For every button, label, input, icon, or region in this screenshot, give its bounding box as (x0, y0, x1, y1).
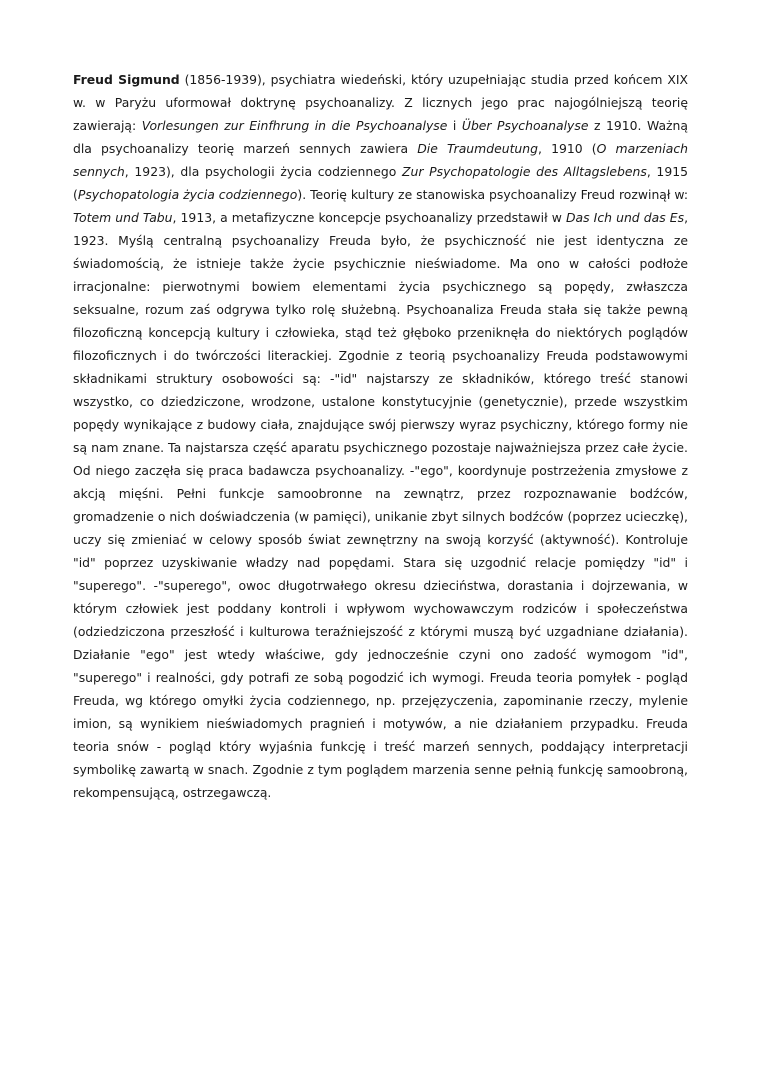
text-segment: , 1913, a metafizyczne koncepcje psychoanalizy przedstawił w (172, 210, 566, 225)
text-segment: z 1910. Ważną dla psychoanalizy teorię marzeń sennych zawiera (73, 118, 688, 156)
book-title: Die Traumdeutung (417, 141, 539, 156)
text-segment: , 1910 ( (538, 141, 597, 156)
text-segment: ). Teorię kultury ze stanowiska psychoanalizy Freud rozwinął w: (297, 187, 689, 202)
article-paragraph (73, 68, 688, 804)
book-title: Totem und Tabu (73, 210, 173, 225)
text-segment: , 1923. Myślą centralną psychoanalizy Freuda było, że psychiczność nie jest identyczna ze świadomością, że istnieje także życie psychicznie nieświadome. Ma ono w całości podłoże irracjonalne: pierwotnymi bowiem elementami życia psychicznego są popędy, zwłaszcza seksualne, rozum zaś odgrywa tylko rolę służebną. Psychoanaliza Freuda stała się także pewną filozoficzną koncepcją kultury i człowieka, stąd też głęboko przeniknęła do niektórych poglądów filozoficznych i do twórczości literackiej. Zgodnie z teorią psychoanalizy Freuda podstawowymi składnikami struktury osobowości są: -"id" najstarszy ze składników, którego treść stanowi wszystko, co dziedziczone, wrodzone, ustalone konstytucyjnie (genetycznie), przede wszystkim popędy wynikające z budowy ciała, znajdujące swój pierwszy wyraz psychiczny, którego formy nie są nam znane. Ta najstarsza część aparatu psychicznego pozostaje najważniejsza przez całe życie. Od niego zaczęła się praca badawcza psychoanalizy. -"ego", koordynuje postrzeżenia zmysłowe z akcją mięśni. Pełni funkcje samoobronne na zewnątrz, przez rozpoznawanie bodźców, gromadzenie o nich doświadczenia (w pamięci), unikanie zbyt silnych bodźców (poprzez ucieczkę), uczy się zmieniać w celowy sposób świat zewnętrzny na swoją korzyść (aktywność). Kontroluje "id" poprzez uzyskiwanie władzy nad popędami. Stara się uzgodnić relacje pomiędzy "id" i "superego". -"superego", owoc długotrwałego okresu dzieciństwa, dorastania i dojrzewania, w którym człowiek jest poddany kontroli i wpływom wychowawczym rodziców i społeczeństwa (odziedziczona przeszłość i kulturowa teraźniejszość z którymi muszą być uzgadniane działania). Działanie "ego" jest wtedy właściwe, gdy jednocześnie czyni ono zadość wymogom "id", "superego" i realności, gdy potrafi ze sobą pogodzić ich wymogi. Freuda teoria pomyłek - pogląd Freuda, wg którego omyłki życia codziennego, np. przejęzyczenia, zapominanie rzeczy, mylenie imion, są wynikiem nieświadomych pragnień i motywów, a nie działaniem przypadku. Freuda teoria snów - pogląd który wyjaśnia funkcję i treść marzeń sennych, poddający interpretacji symbolikę zawartą w snach. Zgodnie z tym poglądem marzenia senne pełnią funkcję samoobroną, rekompensującą, ostrzegawczą. (73, 210, 689, 800)
book-title: Psychopatologia życia codziennego (77, 187, 298, 202)
text-segment: , 1915 ( (73, 164, 688, 202)
text-segment: (1856-1939), psychiatra wiedeński, który uzupełniając studia przed końcem XIX w. w Paryżu uformował doktrynę psychoanalizy. Z licznych jego prac najogólniejszą teorię zawierają: (73, 72, 688, 133)
author-name: Freud Sigmund (73, 72, 180, 87)
book-title: O marzeniach sennych (73, 141, 688, 179)
text-segment: , 1923), dla psychologii życia codziennego (124, 164, 403, 179)
text-segment: i (447, 118, 462, 133)
book-title: Vorlesungen zur Einfhrung in die Psychoanalyse (141, 118, 448, 133)
book-title: Das Ich und das Es (565, 210, 685, 225)
book-title: Zur Psychopatologie des Alltagslebens (402, 164, 647, 179)
book-title: Über Psychoanalyse (461, 118, 589, 133)
